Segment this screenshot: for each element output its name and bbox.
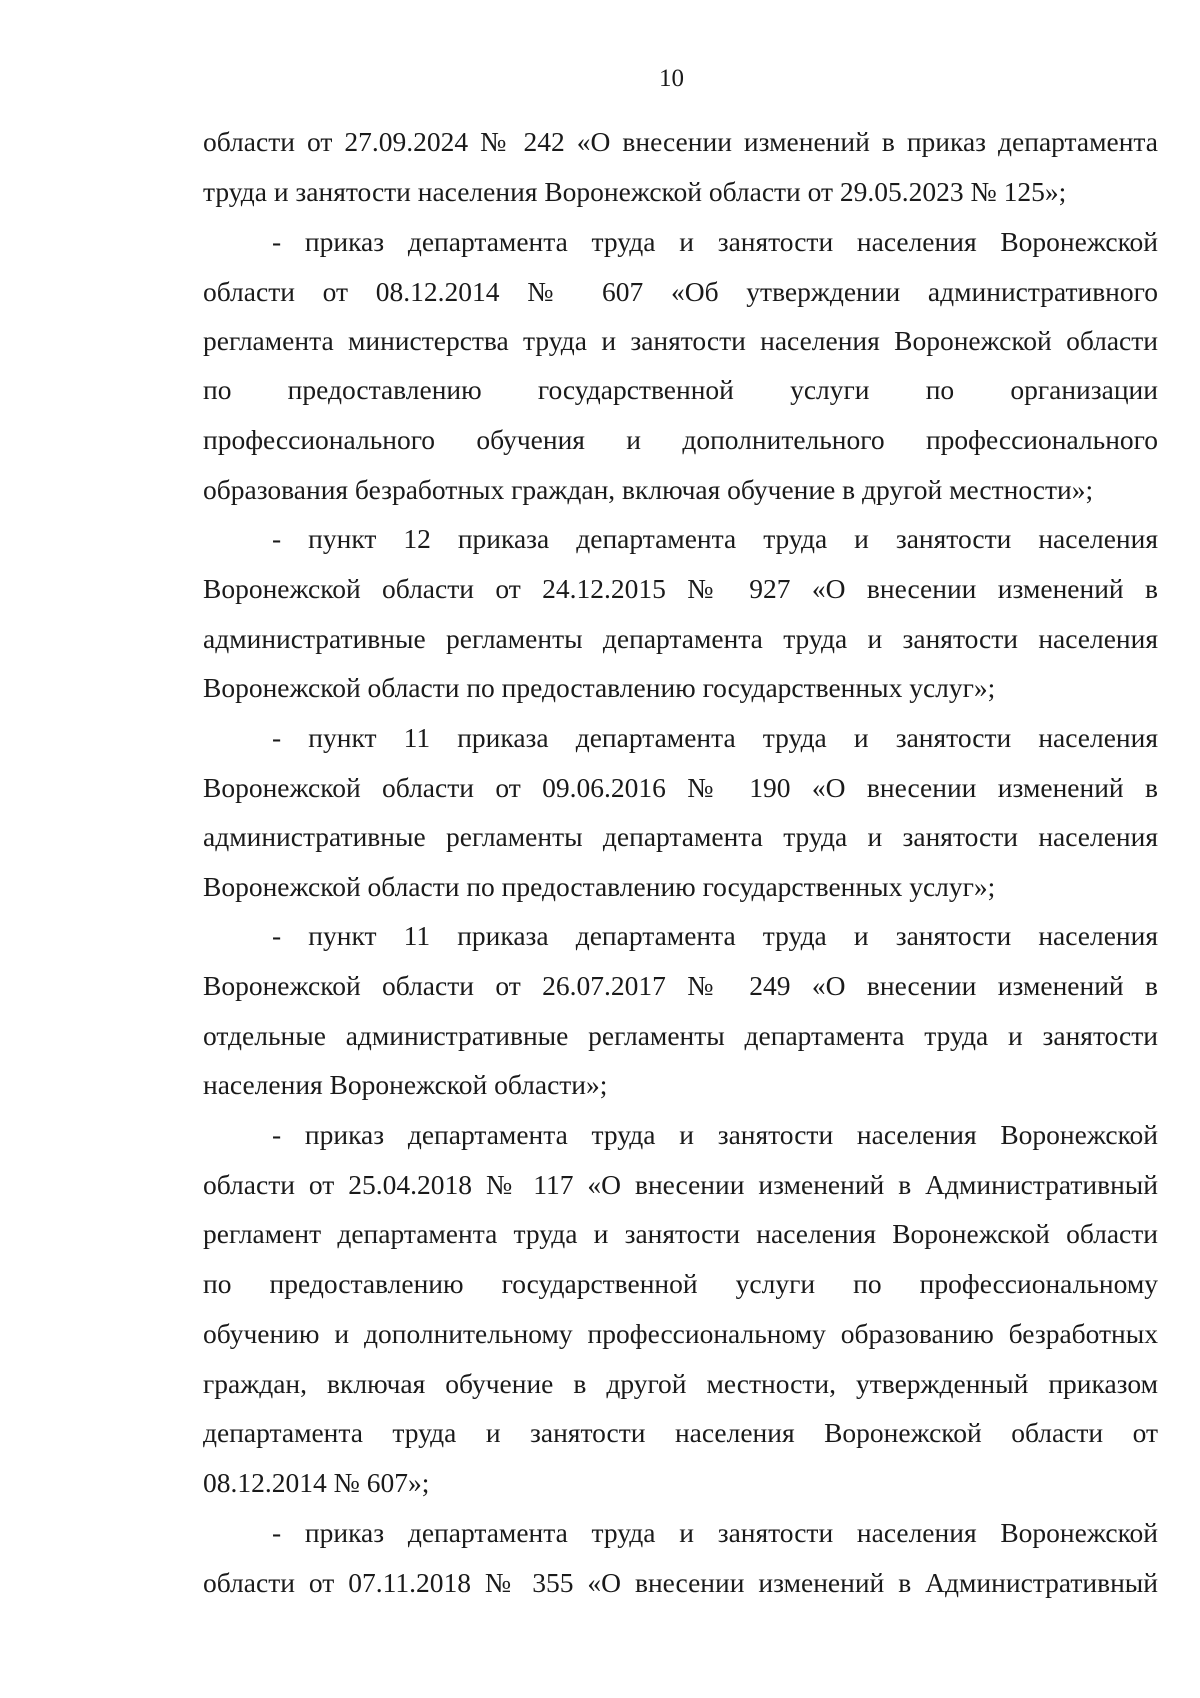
paragraph-line: области от 25.04.2018 № 117 «О внесении изменений в Административный <box>203 1169 1158 1200</box>
paragraph-first-line: - пункт 11 приказа департамента труда и занятости населения <box>272 722 1158 753</box>
paragraph-line: по предоставлению государственной услуги по организации <box>203 374 1158 405</box>
page-number: 10 <box>659 65 684 92</box>
paragraph-first-line: - приказ департамента труда и занятости населения Воронежской <box>272 226 1158 257</box>
paragraph-line: обучению и дополнительному профессиональному образованию безработных <box>203 1318 1158 1349</box>
paragraph-line: отдельные административные регламенты департамента труда и занятости <box>203 1020 1158 1051</box>
paragraph-line: граждан, включая обучение в другой местности, утвержденный приказом <box>203 1368 1158 1399</box>
paragraph-line: Воронежской области по предоставлению государственных услуг»; <box>203 871 996 902</box>
paragraph-line: профессионального обучения и дополнительного профессионального <box>203 424 1158 455</box>
paragraph-line: 08.12.2014 № 607»; <box>203 1467 430 1498</box>
paragraph-line: образования безработных граждан, включая обучение в другой местности»; <box>203 474 1094 505</box>
paragraph-line: регламент департамента труда и занятости населения Воронежской области <box>203 1218 1158 1249</box>
paragraph-line: области от 27.09.2024 № 242 «О внесении изменений в приказ департамента <box>203 126 1158 157</box>
paragraph-first-line: - приказ департамента труда и занятости населения Воронежской <box>272 1119 1158 1150</box>
paragraph-line: административные регламенты департамента труда и занятости населения <box>203 821 1158 852</box>
paragraph-line: департамента труда и занятости населения Воронежской области от <box>203 1417 1158 1448</box>
paragraph-line: населения Воронежской области»; <box>203 1069 608 1100</box>
paragraph-line: Воронежской области по предоставлению государственных услуг»; <box>203 672 996 703</box>
paragraph-line: области от 07.11.2018 № 355 «О внесении изменений в Административный <box>203 1567 1158 1598</box>
paragraph-line: труда и занятости населения Воронежской области от 29.05.2023 № 125»; <box>203 176 1067 207</box>
paragraph-line: Воронежской области от 24.12.2015 № 927 «О внесении изменений в <box>203 573 1158 604</box>
paragraph-line: административные регламенты департамента труда и занятости населения <box>203 623 1158 654</box>
paragraph-first-line: - приказ департамента труда и занятости населения Воронежской <box>272 1517 1158 1548</box>
paragraph-line: регламента министерства труда и занятости населения Воронежской области <box>203 325 1158 356</box>
paragraph-first-line: - пункт 11 приказа департамента труда и занятости населения <box>272 920 1158 951</box>
paragraph-line: по предоставлению государственной услуги по профессиональному <box>203 1268 1158 1299</box>
paragraph-first-line: - пункт 12 приказа департамента труда и занятости населения <box>272 523 1158 554</box>
paragraph-line: Воронежской области от 26.07.2017 № 249 «О внесении изменений в <box>203 970 1158 1001</box>
paragraph-line: Воронежской области от 09.06.2016 № 190 «О внесении изменений в <box>203 772 1158 803</box>
paragraph-line: области от 08.12.2014 № 607 «Об утверждении административного <box>203 276 1158 307</box>
